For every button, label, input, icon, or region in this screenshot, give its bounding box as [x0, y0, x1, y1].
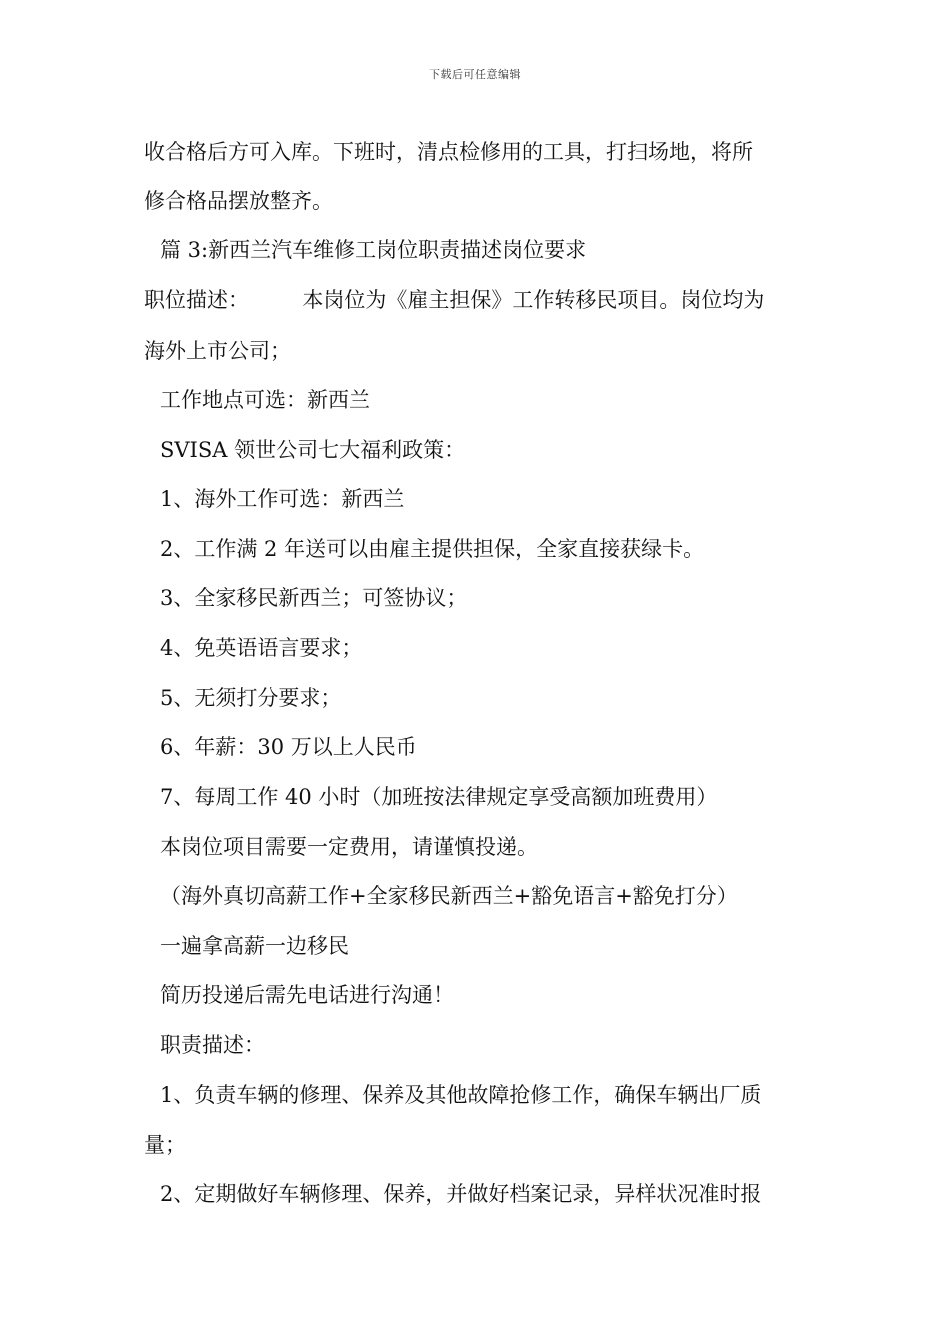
body-line: 简历投递后需先电话进行沟通！: [160, 983, 454, 1007]
section-heading: 篇 3:新西兰汽车维修工岗位职责描述岗位要求: [160, 238, 587, 262]
list-item: 2、定期做好车辆修理、保养，并做好档案记录，异样状况准时报: [160, 1182, 762, 1206]
body-line: 量；: [144, 1133, 186, 1157]
list-item: 1、海外工作可选：新西兰: [160, 487, 405, 511]
body-line: 一遍拿高薪一边移民: [160, 934, 349, 958]
list-item: 6、年薪：30 万以上人民币: [160, 735, 417, 759]
body-line: 本岗位项目需要一定费用，请谨慎投递。: [160, 835, 538, 859]
list-item: 5、无须打分要求；: [160, 686, 342, 710]
body-line: 收合格后方可入库。下班时，清点检修用的工具，打扫场地，将所: [144, 140, 753, 164]
list-item: 2、工作满 2 年送可以由雇主提供担保，全家直接获绿卡。: [160, 537, 705, 561]
body-line: SVISA 领世公司七大福利政策：: [160, 438, 466, 462]
list-item: 4、免英语语言要求；: [160, 636, 363, 660]
body-line: 修合格品摆放整齐。: [144, 189, 333, 213]
list-item: 1、负责车辆的修理、保养及其他故障抢修工作，确保车辆出厂质: [160, 1083, 762, 1107]
body-line: （海外真切高薪工作+全家移民新西兰+豁免语言+豁免打分）: [160, 884, 738, 908]
list-item: 3、全家移民新西兰；可签协议；: [160, 586, 468, 610]
body-line: 职位描述： 本岗位为《雇主担保》工作转移民项目。岗位均为: [144, 288, 765, 312]
body-line: 职责描述：: [160, 1033, 265, 1057]
list-item: 7、每周工作 40 小时（加班按法律规定享受高额加班费用）: [160, 785, 718, 809]
page-header: 下载后可任意编辑: [429, 68, 521, 81]
body-line: 工作地点可选：新西兰: [160, 388, 370, 412]
body-line: 海外上市公司；: [144, 339, 291, 363]
